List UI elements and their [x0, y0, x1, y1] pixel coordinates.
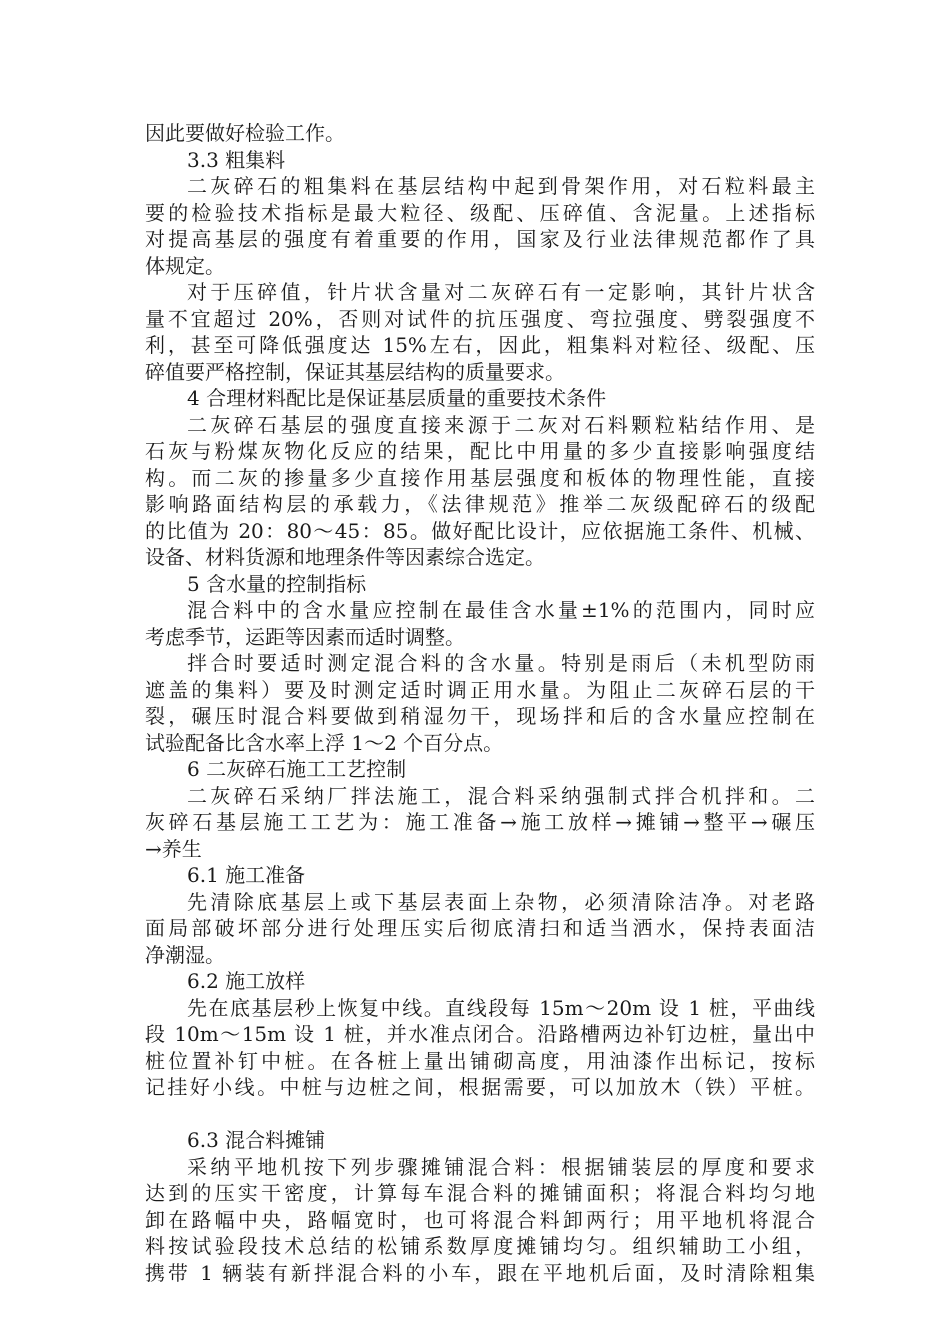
text-line: 体规定。 [145, 253, 225, 278]
text-line: 面局部破坏部分进行处理压实后彻底清扫和适当洒水，保持表面洁 [145, 916, 815, 940]
text-line: 5 含水量的控制指标 [187, 571, 367, 596]
text-line: 要的检验技术指标是最大粒径、级配、压碎值、含泥量。上述指标 [145, 200, 815, 225]
text-line: 桩位置补钉中桩。在各桩上量出铺砌高度，用油漆作出标记，按标 [145, 1048, 815, 1073]
text-line: 利，甚至可降低强度达 15%左右，因此，粗集料对粒径、级配、压 [145, 333, 815, 357]
text-line: 携带 1 辆装有新拌混合料的小车，跟在平地机后面，及时清除粗集 [145, 1260, 815, 1285]
text-line: 卸在路幅中央，路幅宽时，也可将混合料卸两行；用平地机将混合 [145, 1207, 815, 1232]
text-line: 6.1 施工准备 [187, 863, 306, 887]
blank-line [145, 1101, 815, 1128]
text-line: 先在底基层秒上恢复中线。直线段每 15m～20m 设 1 桩，平曲线 [187, 995, 815, 1020]
text-line: 段 10m～15m 设 1 桩，并水准点闭合。沿路槽两边补钉边桩，量出中 [145, 1022, 815, 1046]
text-line: 石灰与粉煤灰物化反应的结果，配比中用量的多少直接影响强度结 [145, 439, 815, 463]
text-line: 混合料中的含水量应控制在最佳含水量±1%的范围内，同时应 [187, 598, 815, 622]
text-line: 记挂好小线。中桩与边桩之间，根据需要，可以加放木（铁）平桩。 [145, 1075, 815, 1099]
text-line: 的比值为 20：80～45：85。做好配比设计，应依据施工条件、机械、 [145, 518, 815, 543]
text-line: 3.3 粗集料 [187, 147, 286, 172]
text-line: 二灰碎石基层的强度直接来源于二灰对石料颗粒粘结作用、是 [187, 412, 815, 437]
text-line: 遮盖的集料）要及时测定适时调正用水量。为阻止二灰碎石层的干 [145, 677, 815, 702]
text-line: 6.3 混合料摊铺 [187, 1128, 326, 1152]
text-line: 拌合时要适时测定混合料的含水量。特别是雨后（未机型防雨 [187, 651, 815, 675]
text-line: 影响路面结构层的承载力，《法律规范》推举二灰级配碎石的级配 [145, 492, 815, 516]
text-line: 量不宜超过 20%，否则对试件的抗压强度、弯拉强度、劈裂强度不 [145, 306, 815, 331]
text-line: 对于压碎值，针片状含量对二灰碎石有一定影响，其针片状含 [187, 280, 815, 304]
document-body [145, 120, 815, 1286]
text-line: 构。而二灰的掺量多少直接作用基层强度和板体的物理性能，直接 [145, 465, 815, 490]
text-line: 6 二灰碎石施工工艺控制 [187, 757, 407, 781]
text-line: 对提高基层的强度有着重要的作用，国家及行业法律规范都作了具 [145, 227, 815, 251]
text-line: 试验配备比含水率上浮 1～2 个百分点。 [145, 730, 504, 755]
text-line: 灰碎石基层施工工艺为：施工准备→施工放样→摊铺→整平→碾压 [145, 810, 815, 834]
text-line: 采纳平地机按下列步骤摊铺混合料：根据铺装层的厚度和要求 [187, 1154, 815, 1179]
text-line: 达到的压实干密度，计算每车混合料的摊铺面积；将混合料均匀地 [145, 1181, 815, 1205]
text-line: →养生 [145, 836, 202, 861]
text-line: 二灰碎石的粗集料在基层结构中起到骨架作用，对石粒料最主 [187, 174, 815, 198]
text-line: 考虑季节，运距等因素而适时调整。 [145, 624, 465, 649]
text-line: 碎值要严格控制，保证其基层结构的质量要求。 [145, 359, 565, 384]
text-line: 先清除底基层上或下基层表面上杂物，必须清除洁净。对老路 [187, 889, 815, 914]
text-line: 二灰碎石采纳厂拌法施工，混合料采纳强制式拌合机拌和。二 [187, 783, 815, 808]
text-line: 4 合理材料配比是保证基层质量的重要技术条件 [187, 386, 607, 410]
text-line: 净潮湿。 [145, 942, 225, 967]
text-line: 设备、材料货源和地理条件等因素综合选定。 [145, 545, 545, 569]
text-line: 6.2 施工放样 [187, 969, 306, 993]
text-line: 裂，碾压时混合料要做到稍湿勿干，现场拌和后的含水量应控制在 [145, 704, 815, 728]
text-line: 因此要做好检验工作。 [145, 121, 345, 145]
text-line: 料按试验段技术总结的松铺系数厚度摊铺均匀。组织辅助工小组， [145, 1234, 815, 1258]
